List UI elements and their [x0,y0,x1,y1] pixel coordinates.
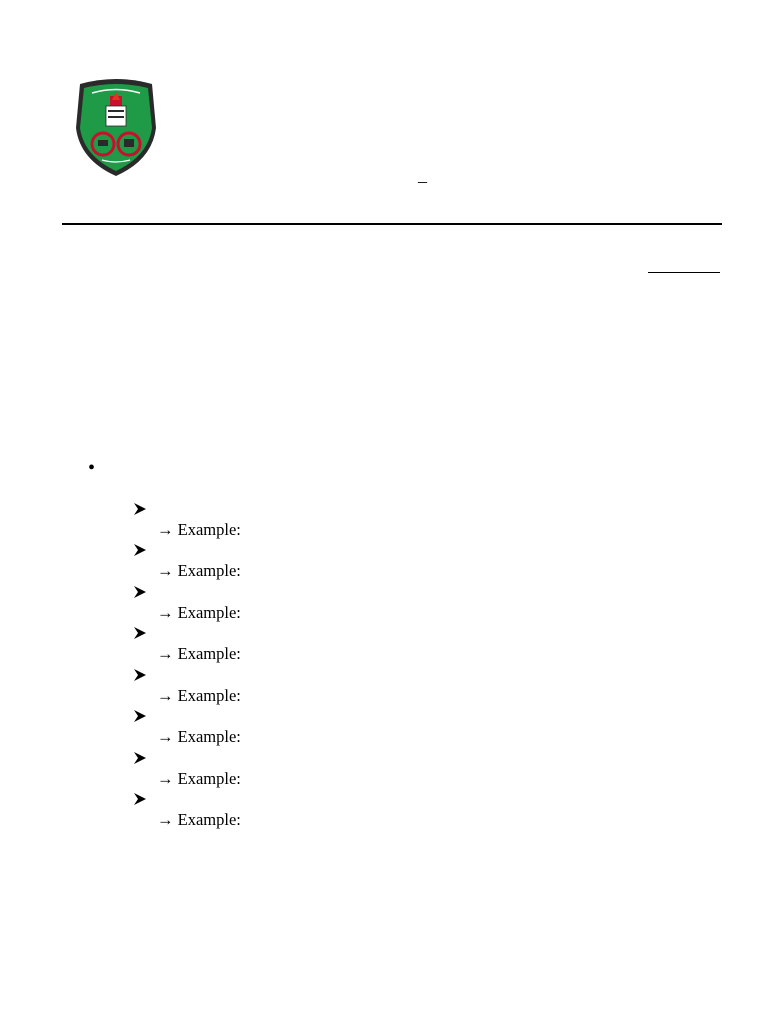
arrowhead-bullet-icon [133,751,147,765]
list-item [133,668,633,710]
list-item [133,502,633,544]
header-divider [62,223,722,225]
university-crest-logo [72,76,160,180]
arrowhead-bullet-icon [133,709,147,723]
header-dash: – [418,171,427,191]
arrowhead-bullet-icon [133,668,147,682]
example-label: → Example: [157,644,241,663]
list-bullet: • [88,457,96,479]
underline-blank [648,272,720,273]
example-label: → Example: [157,686,241,705]
example-label: → Example: [157,769,241,788]
list-item [133,585,633,627]
example-label: → Example: [157,727,241,746]
list-item [133,751,633,793]
example-label: → Example: [157,561,241,580]
list-item [133,792,633,834]
list-item [133,626,633,668]
example-label: → Example: [157,810,241,829]
arrowhead-bullet-icon [133,626,147,640]
list-item [133,709,633,751]
arrowhead-bullet-icon [133,585,147,599]
arrowhead-bullet-icon [133,543,147,557]
list-item [133,543,633,585]
crest-icon [72,76,160,180]
example-label: → Example: [157,520,241,539]
arrowhead-bullet-icon [133,502,147,516]
arrowhead-bullet-icon [133,792,147,806]
example-label: → Example: [157,603,241,622]
